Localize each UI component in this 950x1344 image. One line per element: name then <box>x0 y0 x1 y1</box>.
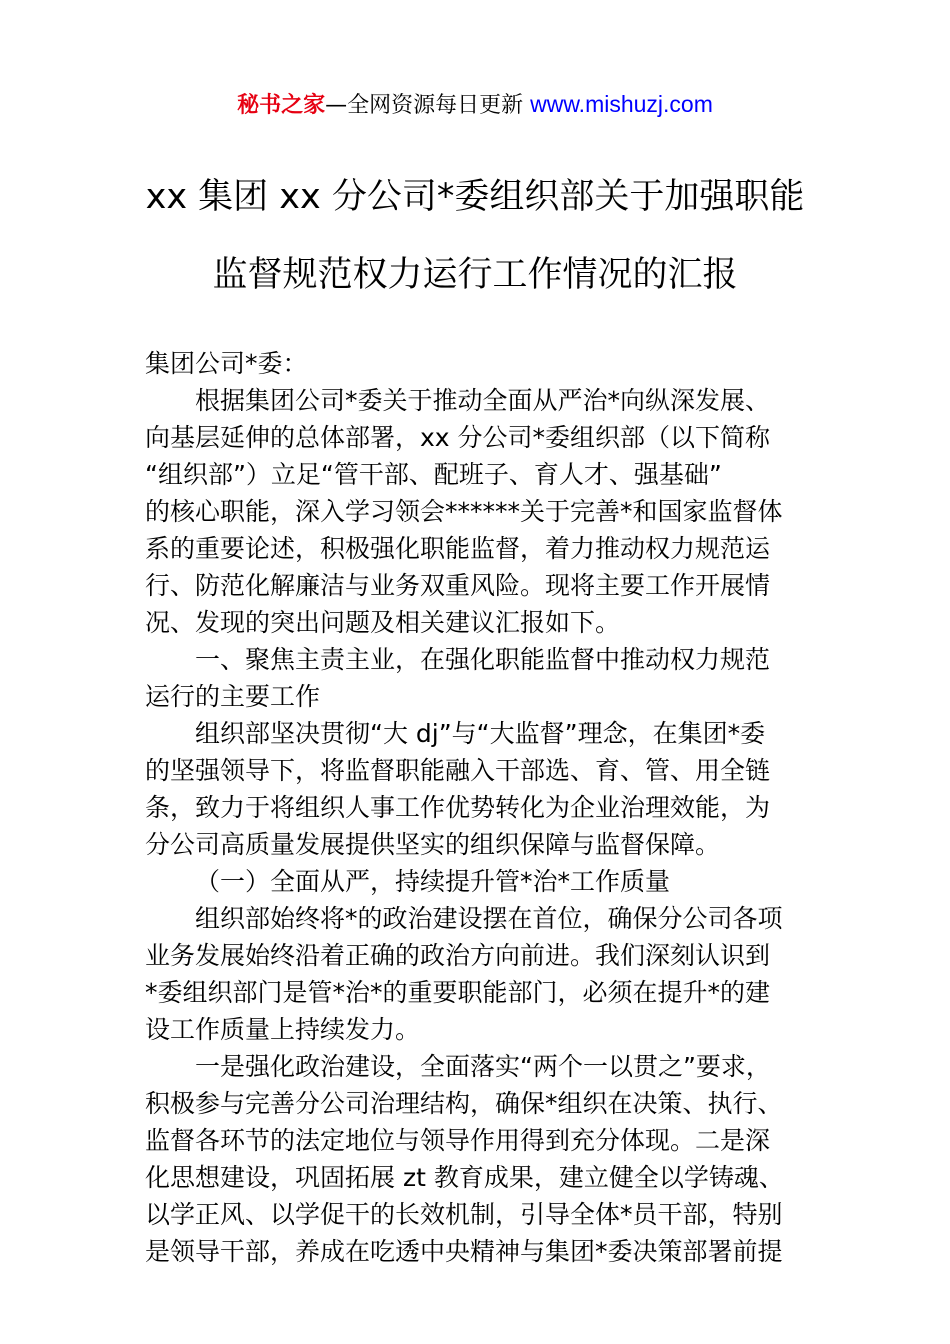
paragraph-line: “组织部”）立足“管干部、配班子、育人才、强基础” <box>145 460 722 489</box>
paragraph-line: *委组织部门是管*治*的重要职能部门，必须在提升*的建 <box>145 978 771 1007</box>
paragraph-line: 条，致力于将组织人事工作优势转化为企业治理效能，为 <box>145 793 771 822</box>
paragraph-line: 以学正风、以学促干的长效机制，引导全体*员干部，特别 <box>145 1200 783 1229</box>
site-header <box>0 88 950 122</box>
site-url-link[interactable]: www.mishuzj.com <box>530 91 713 117</box>
paragraph-line: 业务发展始终沿着正确的政治方向前进。我们深刻认识到 <box>145 941 771 970</box>
document-title <box>0 158 950 314</box>
subsection-heading: （一）全面从严，持续提升管*治*工作质量 <box>195 867 671 896</box>
paragraph-line: 组织部始终将*的政治建设摆在首位，确保分公司各项 <box>195 904 783 933</box>
salutation: 集团公司*委： <box>145 349 308 378</box>
paragraph-line: 的核心职能，深入学习领会******关于完善*和国家监督体 <box>145 497 783 526</box>
paragraph-line: 根据集团公司*委关于推动全面从严治*向纵深发展、 <box>195 386 771 415</box>
title-line-1: xx 集团 xx 分公司*委组织部关于加强职能 <box>145 177 805 217</box>
paragraph-line: 向基层延伸的总体部署，xx 分公司*委组织部（以下简称 <box>145 423 771 452</box>
site-brand: 秘书之家 <box>237 93 326 118</box>
paragraph-line: 监督各环节的法定地位与领导作用得到充分体现。二是深 <box>145 1126 771 1155</box>
title-line-2: 监督规范权力运行工作情况的汇报 <box>212 255 738 295</box>
site-tagline: —全网资源每日更新 <box>325 93 531 118</box>
paragraph-line: 况、发现的突出问题及相关建议汇报如下。 <box>145 608 621 637</box>
paragraph-line: 积极参与完善分公司治理结构，确保*组织在决策、执行、 <box>145 1089 783 1118</box>
document-body <box>145 345 810 1270</box>
paragraph-line: 组织部坚决贯彻“大 dj”与“大监督”理念，在集团*委 <box>195 719 766 748</box>
paragraph-line: 一是强化政治建设，全面落实“两个一以贯之”要求， <box>195 1052 771 1081</box>
paragraph-line: 系的重要论述，积极强化职能监督，着力推动权力规范运 <box>145 534 771 563</box>
section-heading: 运行的主要工作 <box>145 682 321 711</box>
paragraph-line: 化思想建设，巩固拓展 zt 教育成果，建立健全以学铸魂、 <box>145 1163 784 1192</box>
paragraph-line: 是领导干部，养成在吃透中央精神与集团*委决策部署前提 <box>145 1237 783 1266</box>
paragraph-line: 的坚强领导下，将监督职能融入干部选、育、管、用全链 <box>145 756 771 785</box>
paragraph-line: 设工作质量上持续发力。 <box>145 1015 421 1044</box>
section-heading: 一、聚焦主责主业，在强化职能监督中推动权力规范 <box>195 645 771 674</box>
paragraph-line: 分公司高质量发展提供坚实的组织保障与监督保障。 <box>145 830 721 859</box>
paragraph-line: 行、防范化解廉洁与业务双重风险。现将主要工作开展情 <box>145 571 771 600</box>
